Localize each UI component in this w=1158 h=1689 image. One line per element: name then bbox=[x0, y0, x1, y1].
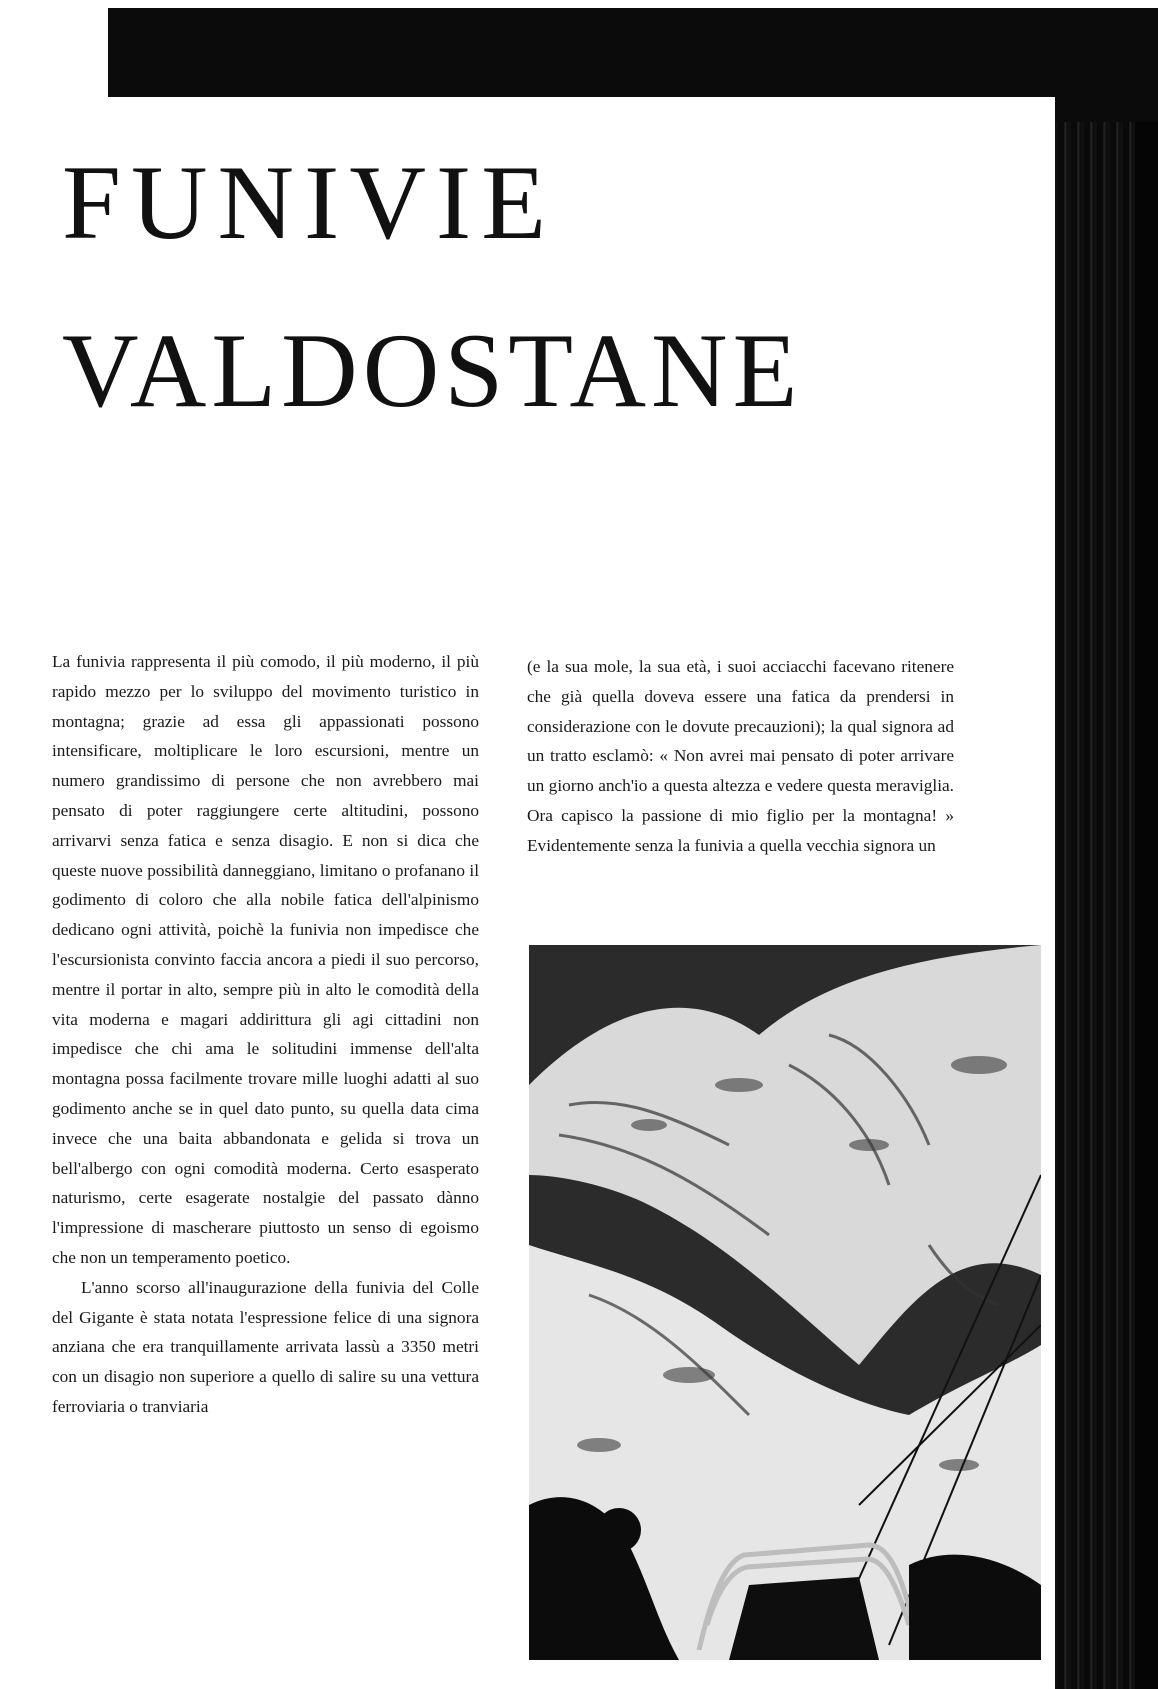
cable-car-photo bbox=[529, 945, 1041, 1660]
book-spine-shadow bbox=[1135, 122, 1158, 1689]
article-paragraph: La funivia rappresenta il più comodo, il più moderno, il più rapido mezzo per lo sviluppo del movimento turistico in montagna; grazie ad essa gli appassionati possono intensificare, moltiplicare le loro escursioni, mentre un numero grandissimo di persone che non avrebbero mai pensato di poter raggiungere certe altitudini, possono arrivarvi senza fatica e senza disagio. E non si dica che queste nuove possibilità danneggiano, limitano o profanano il godimento di coloro che alla nobile fatica dell'alpinismo dedicano ogni attività, poichè la funivia non impedisce che l'escursionista convinto faccia ancora a piedi il suo percorso, mentre il portar in alto, sempre più in alto le comodità della vita moderna e magari addirittura gli agi cittadini non impedisce che chi ama le solitudini immense dell'alta montagna possa facilmente trovare mille luoghi adatti al suo godimento anche se in quel dato punto, su quella data cima invece che una baita abbandonata e gelida si trova un bell'albergo con ogni comodità moderna. Certo esasperato naturismo, certe esagerate nostalgie del passato dànno l'impressione di mascherare piuttosto un senso di egoismo che non un temperamento poetico. bbox=[52, 652, 479, 1267]
article-column-left bbox=[52, 647, 479, 1422]
page-title-line-2: VALDOSTANE bbox=[62, 312, 803, 429]
article-paragraph: L'anno scorso all'inaugurazione della funivia del Colle del Gigante è stata notata l'espressione felice di una signora anziana che era tranquillamente arrivata lassù a 3350 metri con un disagio non superiore a quello di salire su una vettura ferroviaria o tranviaria bbox=[52, 1277, 479, 1416]
article-column-right bbox=[527, 652, 954, 861]
photo-illustration bbox=[529, 945, 1041, 1660]
article-paragraph: (e la sua mole, la sua età, i suoi acciacchi facevano ritenere che già quella doveva essere una fatica da prendersi in considerazione con le dovute precauzioni); la qual signora ad un tratto esclamò: « Non avrei mai pensato di poter arrivare un giorno anch'io a questa altezza e vedere questa meraviglia. Ora capisco la passione di mio figlio per la montagna! » Evidentemente senza la funivia a quella vecchia signora un bbox=[527, 657, 954, 855]
page-title-line-1: FUNIVIE bbox=[62, 144, 556, 261]
